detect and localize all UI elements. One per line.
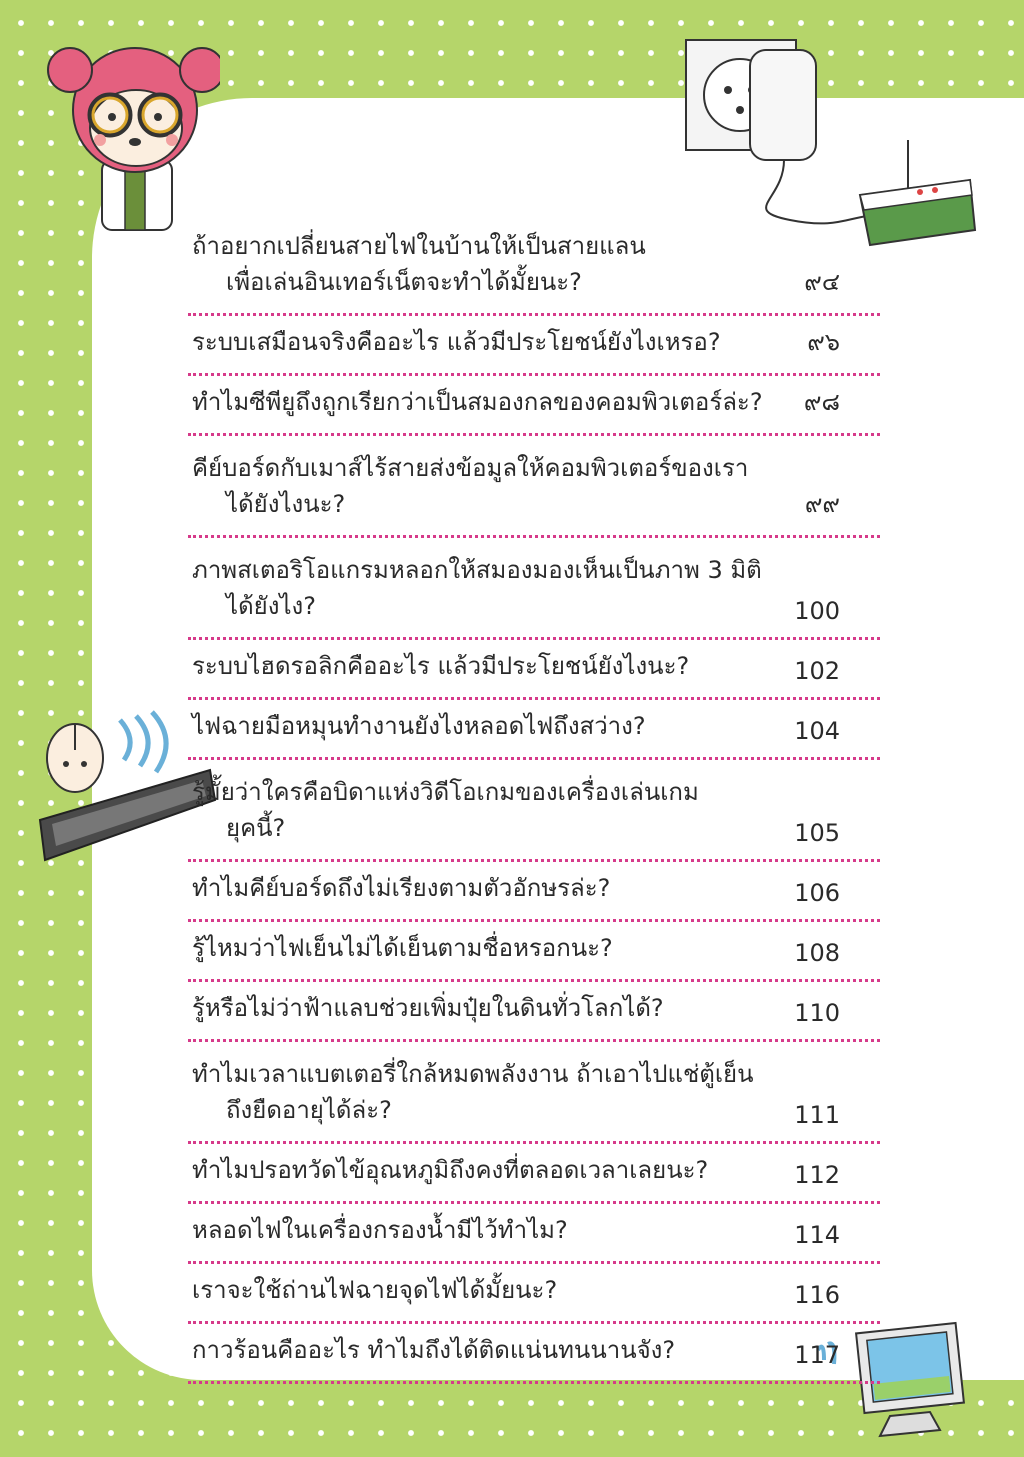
toc-entry[interactable] bbox=[188, 436, 880, 538]
toc-entry[interactable] bbox=[188, 700, 880, 760]
page-number: 116 bbox=[794, 1281, 840, 1309]
page-number: ๙๖ bbox=[807, 328, 840, 356]
page-number: 110 bbox=[794, 999, 840, 1027]
page-number: 112 bbox=[794, 1161, 840, 1189]
entry-title: คีย์บอร์ดกับเมาส์ไร้สายส่งข้อมูลให้คอมพิวเตอร์ของเรา bbox=[192, 454, 749, 482]
entry-title: ไฟฉายมือหมุนทำงานยังไงหลอดไฟถึงสว่าง? bbox=[192, 712, 646, 740]
page-number: 111 bbox=[794, 1101, 840, 1129]
entry-title-continued: ได้ยังไง? bbox=[226, 592, 316, 620]
toc-entry[interactable] bbox=[188, 862, 880, 922]
entry-title: รู้มั้ยว่าใครคือบิดาแห่งวิดีโอเกมของเครื่องเล่นเกม bbox=[192, 778, 699, 806]
entry-title-continued: ถึงยืดอายุได้ล่ะ? bbox=[226, 1096, 392, 1124]
page-number: ๙๔ bbox=[804, 268, 840, 296]
entry-title: ทำไมคีย์บอร์ดถึงไม่เรียงตามตัวอักษรล่ะ? bbox=[192, 874, 611, 902]
entry-title: เราจะใช้ถ่านไฟฉายจุดไฟได้มั้ยนะ? bbox=[192, 1276, 558, 1304]
page-number: 100 bbox=[794, 597, 840, 625]
entry-title-continued: ได้ยังไงนะ? bbox=[226, 490, 346, 518]
toc-entry[interactable] bbox=[188, 538, 880, 640]
entry-title: ทำไมซีพียูถึงถูกเรียกว่าเป็นสมองกลของคอมพิวเตอร์ล่ะ? bbox=[192, 388, 763, 416]
toc-entry[interactable] bbox=[188, 760, 880, 862]
entry-title: ถ้าอยากเปลี่ยนสายไฟในบ้านให้เป็นสายแลน bbox=[192, 232, 646, 260]
page-number: ๙๘ bbox=[803, 388, 840, 416]
entry-title: กาวร้อนคืออะไร ทำไมถึงได้ติดแน่นทนนานจัง? bbox=[192, 1336, 676, 1364]
toc-entry[interactable] bbox=[188, 1144, 880, 1204]
toc-entry[interactable] bbox=[188, 982, 880, 1042]
entry-title: ทำไมเวลาแบตเตอรี่ใกล้หมดพลังงาน ถ้าเอาไปแช่ตู้เย็น bbox=[192, 1060, 754, 1088]
page-number: 117 bbox=[794, 1341, 840, 1369]
entry-title: ระบบไฮดรอลิกคืออะไร แล้วมีประโยชน์ยังไงนะ? bbox=[192, 652, 690, 680]
page-number: ๙๙ bbox=[804, 490, 840, 518]
entry-title: รู้หรือไม่ว่าฟ้าแลบช่วยเพิ่มปุ๋ยในดินทั่วโลกได้? bbox=[192, 994, 664, 1022]
toc-entry[interactable] bbox=[188, 1042, 880, 1144]
page-number: 104 bbox=[794, 717, 840, 745]
toc-entry[interactable] bbox=[188, 376, 880, 436]
entry-title: ระบบเสมือนจริงคืออะไร แล้วมีประโยชน์ยังไงเหรอ? bbox=[192, 328, 721, 356]
page-number: 102 bbox=[794, 657, 840, 685]
entry-title: หลอดไฟในเครื่องกรองน้ำมีไว้ทำไม? bbox=[192, 1216, 568, 1244]
toc-entry[interactable] bbox=[188, 316, 880, 376]
entry-title-continued: เพื่อเล่นอินเทอร์เน็ตจะทำได้มั้ยนะ? bbox=[226, 268, 582, 296]
entry-title: ภาพสเตอริโอแกรมหลอกให้สมองมองเห็นเป็นภาพ 3 มิติ bbox=[192, 556, 762, 584]
table-of-contents bbox=[188, 214, 880, 1384]
monkey-scientist-icon bbox=[40, 10, 220, 240]
toc-entry[interactable] bbox=[188, 640, 880, 700]
entry-title: รู้ไหมว่าไฟเย็นไม่ได้เย็นตามชื่อหรอกนะ? bbox=[192, 934, 613, 962]
page-number: 105 bbox=[794, 819, 840, 847]
page-number: 108 bbox=[794, 939, 840, 967]
toc-entry[interactable] bbox=[188, 214, 880, 316]
toc-entry[interactable] bbox=[188, 1264, 880, 1324]
toc-entry[interactable] bbox=[188, 1324, 880, 1384]
toc-entry[interactable] bbox=[188, 922, 880, 982]
page-number: 106 bbox=[794, 879, 840, 907]
entry-title-continued: ยุคนี้? bbox=[226, 814, 286, 842]
toc-entry[interactable] bbox=[188, 1204, 880, 1264]
page-number: 114 bbox=[794, 1221, 840, 1249]
entry-title: ทำไมปรอทวัดไข้อุณหภูมิถึงคงที่ตลอดเวลาเลยนะ? bbox=[192, 1156, 709, 1184]
